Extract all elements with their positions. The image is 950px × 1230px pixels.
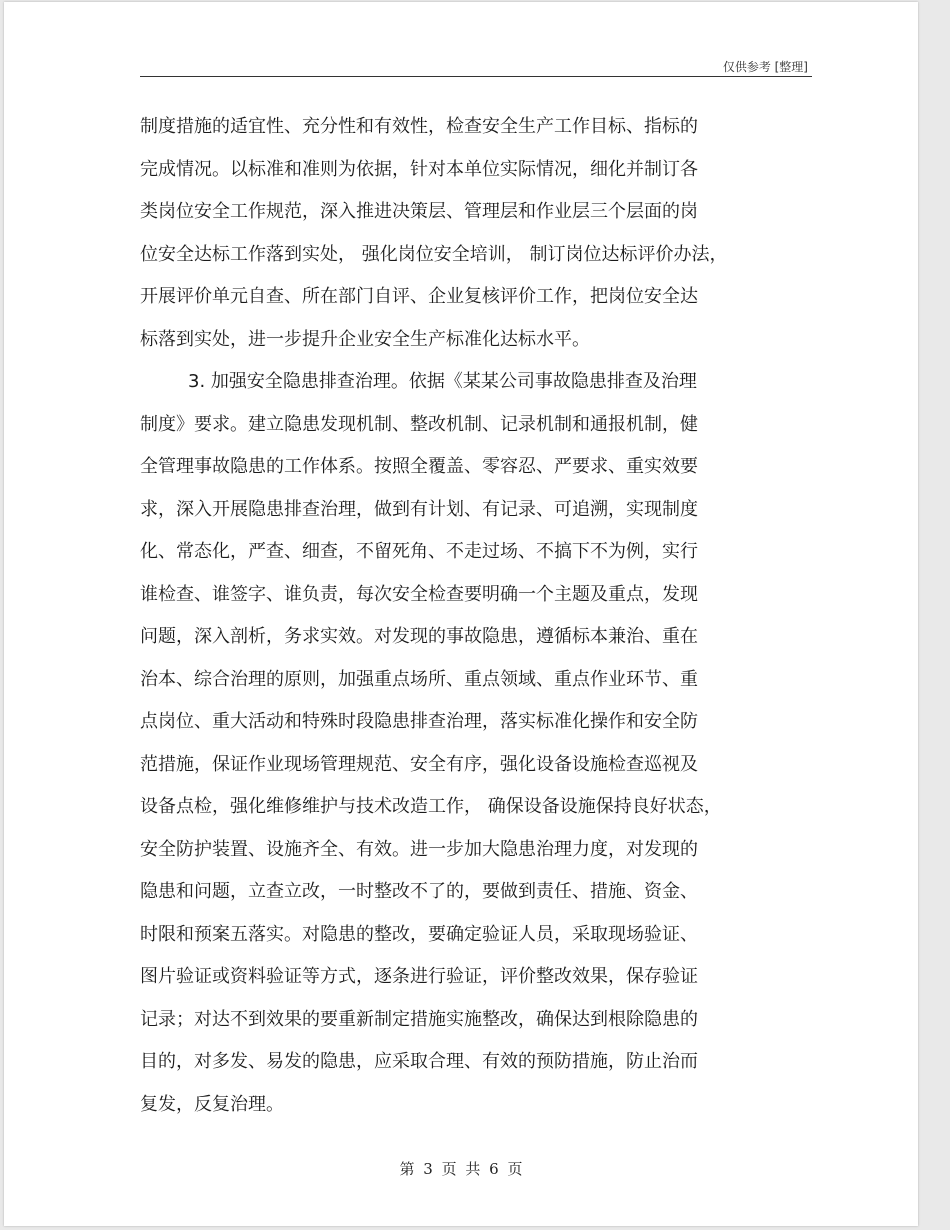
text-line: 开展评价单元自查、所在部门自评、企业复核评价工作，把岗位安全达: [140, 286, 698, 307]
text-line: 制度》要求。建立隐患发现机制、整改机制、记录机制和通报机制，健: [140, 413, 698, 435]
text-line: 目的，对多发、易发的隐患，应采取合理、有效的预防措施，防止治而: [140, 1051, 698, 1072]
text-line: 记录；对达不到效果的要重新制定措施实施整改，确保达到根除隐患的: [140, 1008, 698, 1030]
text-line: 设备点检，强化维修维护与技术改造工作， 确保设备设施保持良好状态，: [140, 796, 722, 817]
text-line: 谁检查、谁签字、谁负责，每次安全检查要明确一个主题及重点，发现: [140, 583, 698, 605]
header-divider: [140, 76, 812, 77]
text-line: 图片验证或资料验证等方式，逐条进行验证，评价整改效果，保存验证: [140, 966, 698, 987]
text-line: 全管理事故隐患的工作体系。按照全覆盖、零容忍、严要求、重实效要: [140, 456, 698, 477]
text-line: 化、常态化，严查、细查，不留死角、不走过场、不搞下不为例，实行: [140, 541, 698, 562]
text-line: 复发，反复治理。: [140, 1093, 284, 1115]
text-line: 标落到实处，进一步提升企业安全生产标准化达标水平。: [140, 328, 590, 350]
text-line: 治本、综合治理的原则，加强重点场所、重点领域、重点作业环节、重: [140, 668, 698, 690]
paragraph-2: [140, 361, 800, 1126]
text-line: 类岗位安全工作规范，深入推进决策层、管理层和作业层三个层面的岗: [140, 201, 698, 222]
text-line: 制度措施的适宜性、充分性和有效性，检查安全生产工作目标、指标的: [140, 116, 698, 137]
text-line: 求，深入开展隐患排查治理，做到有计划、有记录、可追溯，实现制度: [140, 498, 698, 520]
body-text: [140, 106, 800, 1126]
text-line: 位安全达标工作落到实处， 强化岗位安全培训， 制订岗位达标评价办法，: [140, 243, 728, 265]
text-line: 时限和预案五落实。对隐患的整改，要确定验证人员，采取现场验证、: [140, 923, 698, 945]
text-line: 范措施，保证作业现场管理规范、安全有序，强化设备设施检查巡视及: [140, 753, 698, 775]
paragraph-1: [140, 106, 800, 361]
text-line: 问题，深入剖析，务求实效。对发现的事故隐患，遵循标本兼治、重在: [140, 626, 698, 647]
text-line: 安全防护装置、设施齐全、有效。进一步加大隐患治理力度，对发现的: [140, 838, 698, 860]
page-footer: 第 3 页 共 6 页: [399, 1160, 523, 1178]
text-line: 3. 加强安全隐患排查治理。依据《某某公司事故隐患排查及治理: [188, 371, 697, 392]
page-header: 仅供参考 [整理]: [722, 60, 808, 74]
document-page: [4, 2, 918, 1226]
text-line: 点岗位、重大活动和特殊时段隐患排查治理，落实标准化操作和安全防: [140, 711, 698, 732]
text-line: 完成情况。以标准和准则为依据，针对本单位实际情况，细化并制订各: [140, 158, 698, 180]
text-line: 隐患和问题，立查立改，一时整改不了的，要做到责任、措施、资金、: [140, 881, 698, 902]
